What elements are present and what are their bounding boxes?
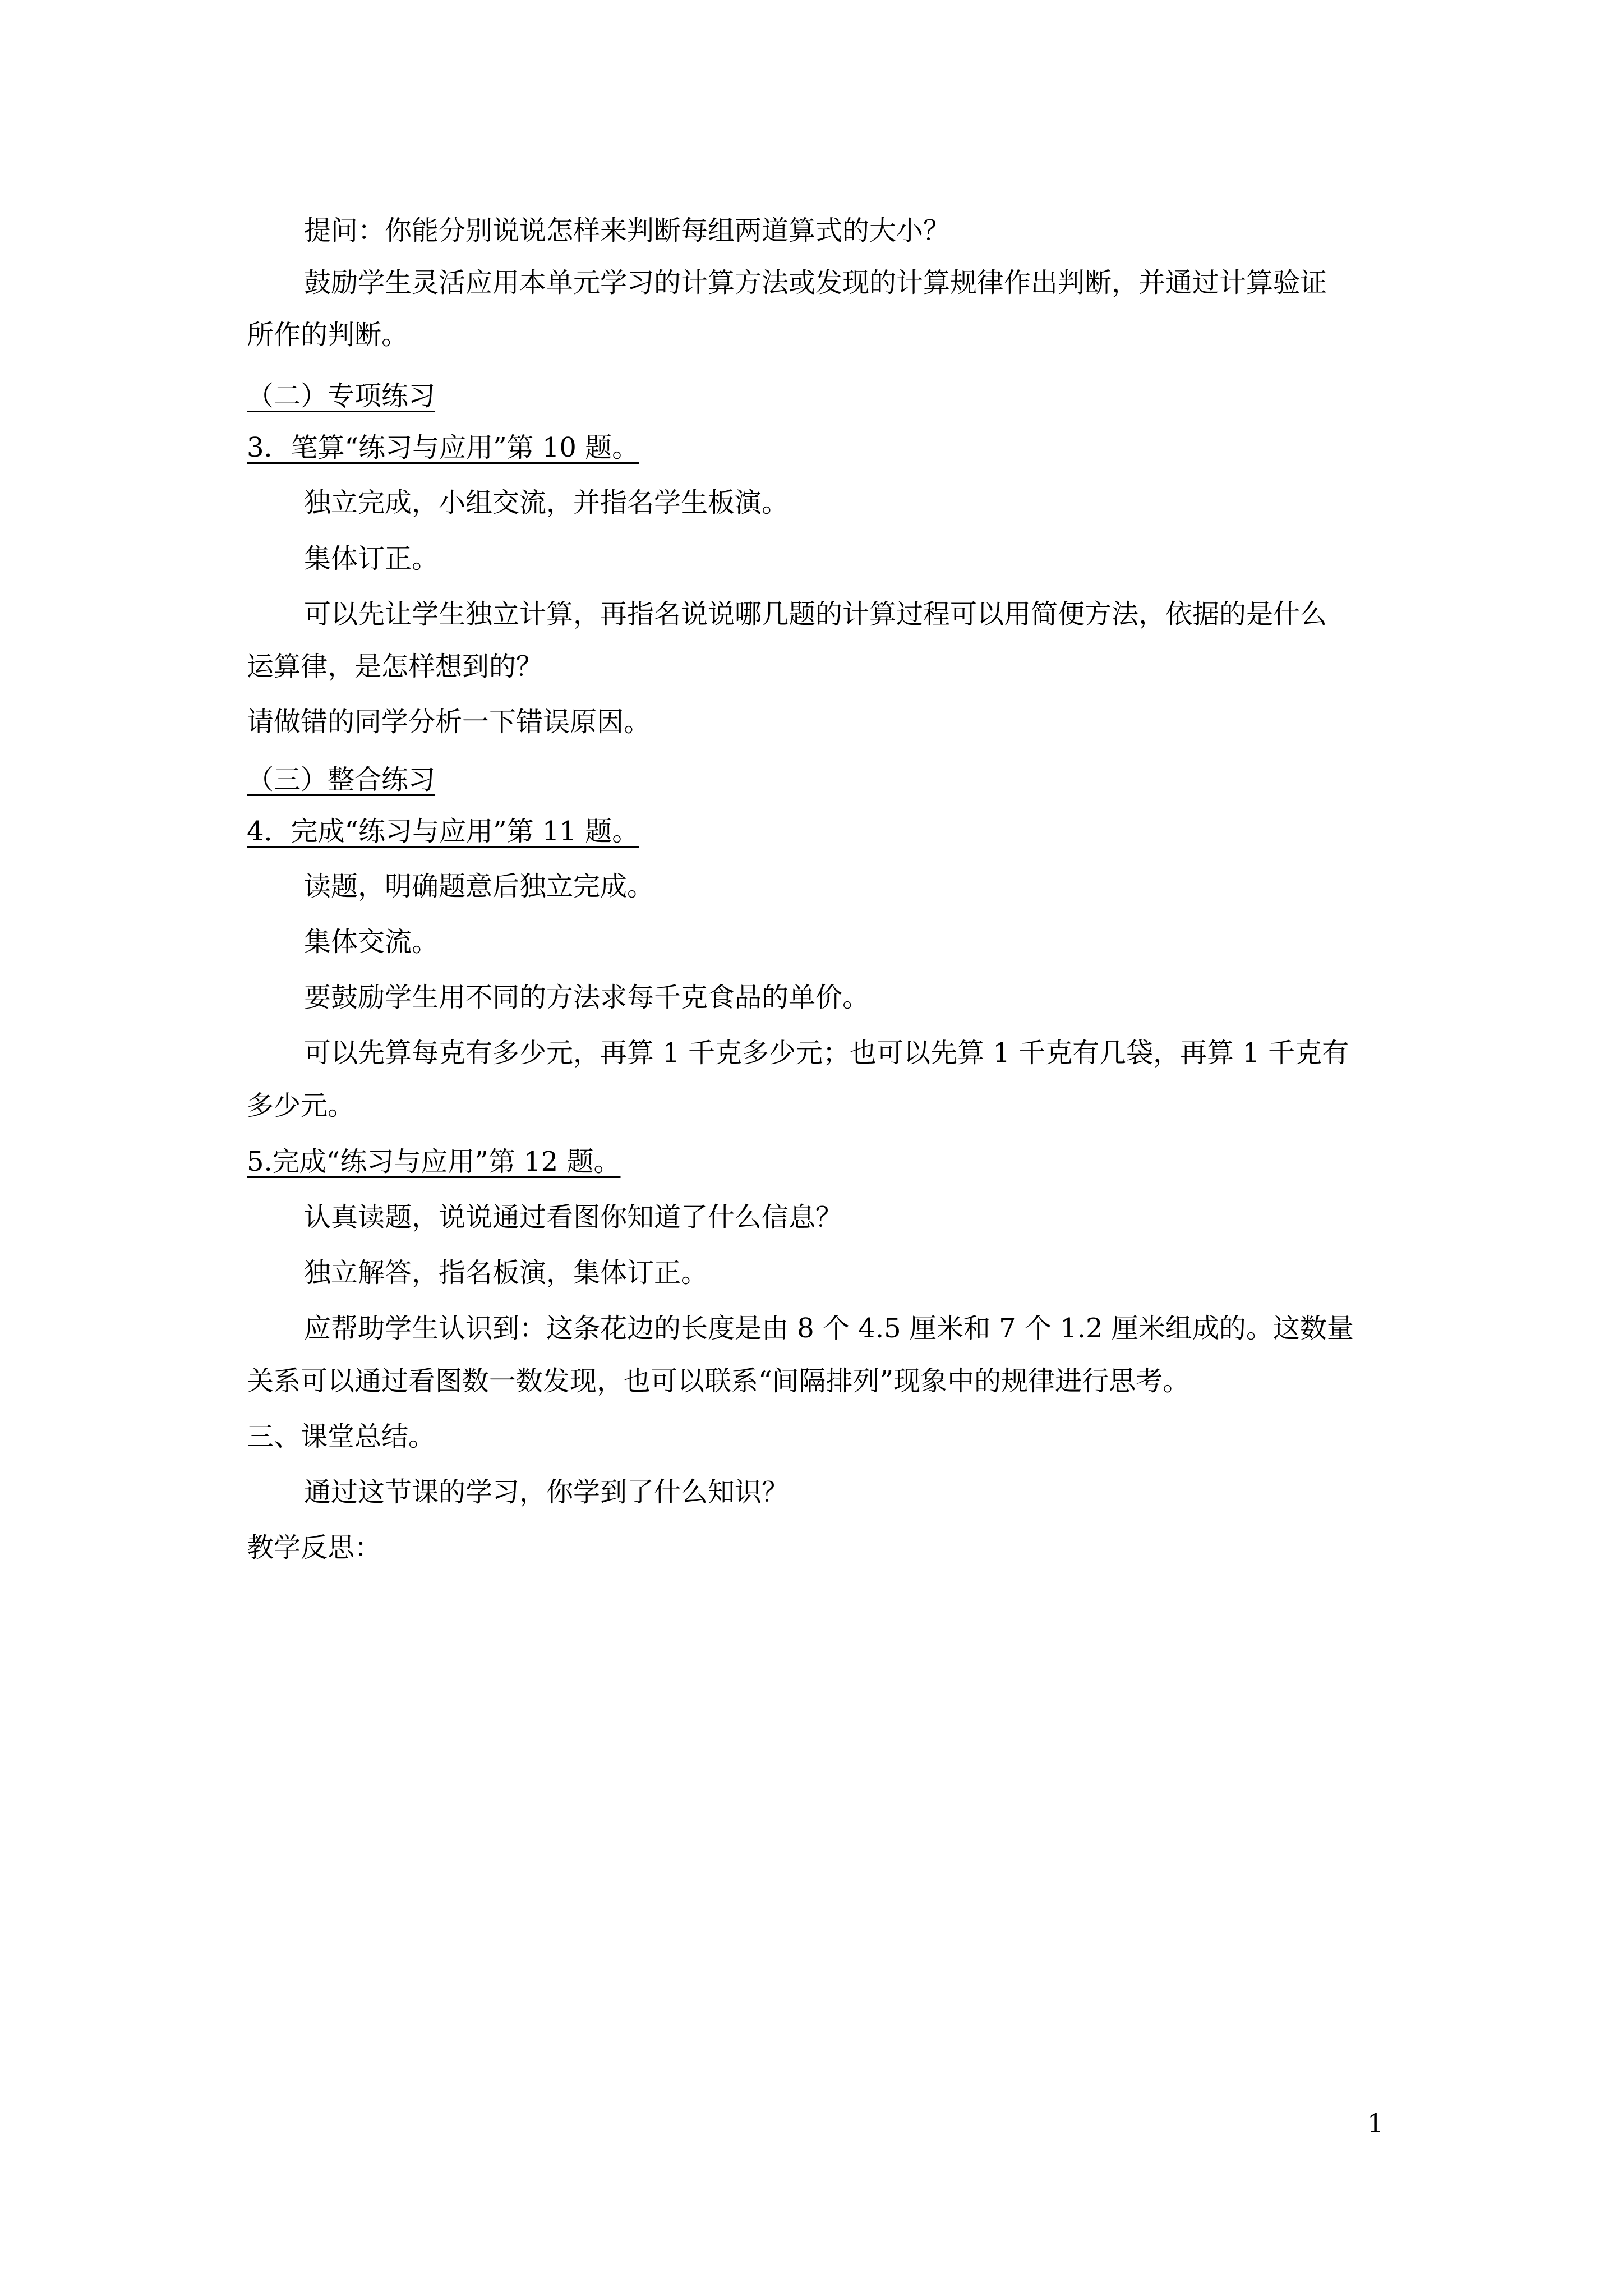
paragraph-line: 通过这节课的学习，你学到了什么知识？ — [304, 1476, 789, 1508]
exercise-heading-4: 4．完成“练习与应用”第 11 题。 — [247, 816, 639, 847]
paragraph-line: 应帮助学生认识到：这条花边的长度是由 8 个 4.5 厘米和 7 个 1.2 厘米组成的。这数量 — [304, 1313, 1354, 1344]
paragraph-line: 独立解答，指名板演，集体订正。 — [304, 1257, 708, 1289]
paragraph-line: 所作的判断。 — [247, 319, 409, 351]
paragraph-line: 认真读题，说说通过看图你知道了什么信息？ — [304, 1202, 843, 1233]
paragraph-line: 集体交流。 — [304, 926, 439, 958]
paragraph-line: 可以先让学生独立计算，再指名说说哪几题的计算过程可以用简便方法，依据的是什么 — [304, 599, 1327, 630]
section-heading-special-practice: （二）专项练习 — [247, 380, 436, 412]
paragraph-line: 集体订正。 — [304, 543, 439, 574]
paragraph-line: 鼓励学生灵活应用本单元学习的计算方法或发现的计算规律作出判断，并通过计算验证 — [304, 267, 1327, 298]
section-heading-integrated-practice: （三）整合练习 — [247, 764, 436, 795]
paragraph-line: 独立完成，小组交流，并指名学生板演。 — [304, 487, 789, 518]
section-heading-summary: 三、课堂总结。 — [247, 1421, 436, 1452]
paragraph-line: 关系可以通过看图数一数发现，也可以联系“间隔排列”现象中的规律进行思考。 — [247, 1365, 1190, 1397]
exercise-heading-5: 5.完成“练习与应用”第 12 题。 — [247, 1146, 621, 1177]
paragraph-line: 可以先算每克有多少元，再算 1 千克多少元；也可以先算 1 千克有几袋，再算 1 千克有 — [304, 1037, 1349, 1069]
paragraph-line: 请做错的同学分析一下错误原因。 — [247, 706, 651, 738]
page-number: 1 — [1367, 2108, 1384, 2138]
paragraph-line: 要鼓励学生用不同的方法求每千克食品的单价。 — [304, 982, 870, 1013]
paragraph-line: 运算律，是怎样想到的？ — [247, 651, 543, 682]
paragraph-line: 读题，明确题意后独立完成。 — [304, 871, 654, 902]
paragraph-line: 多少元。 — [247, 1090, 355, 1121]
teaching-reflection-label: 教学反思： — [247, 1532, 382, 1563]
exercise-heading-3: 3．笔算“练习与应用”第 10 题。 — [247, 432, 639, 463]
question-prompt: 提问：你能分别说说怎样来判断每组两道算式的大小？ — [304, 215, 951, 246]
